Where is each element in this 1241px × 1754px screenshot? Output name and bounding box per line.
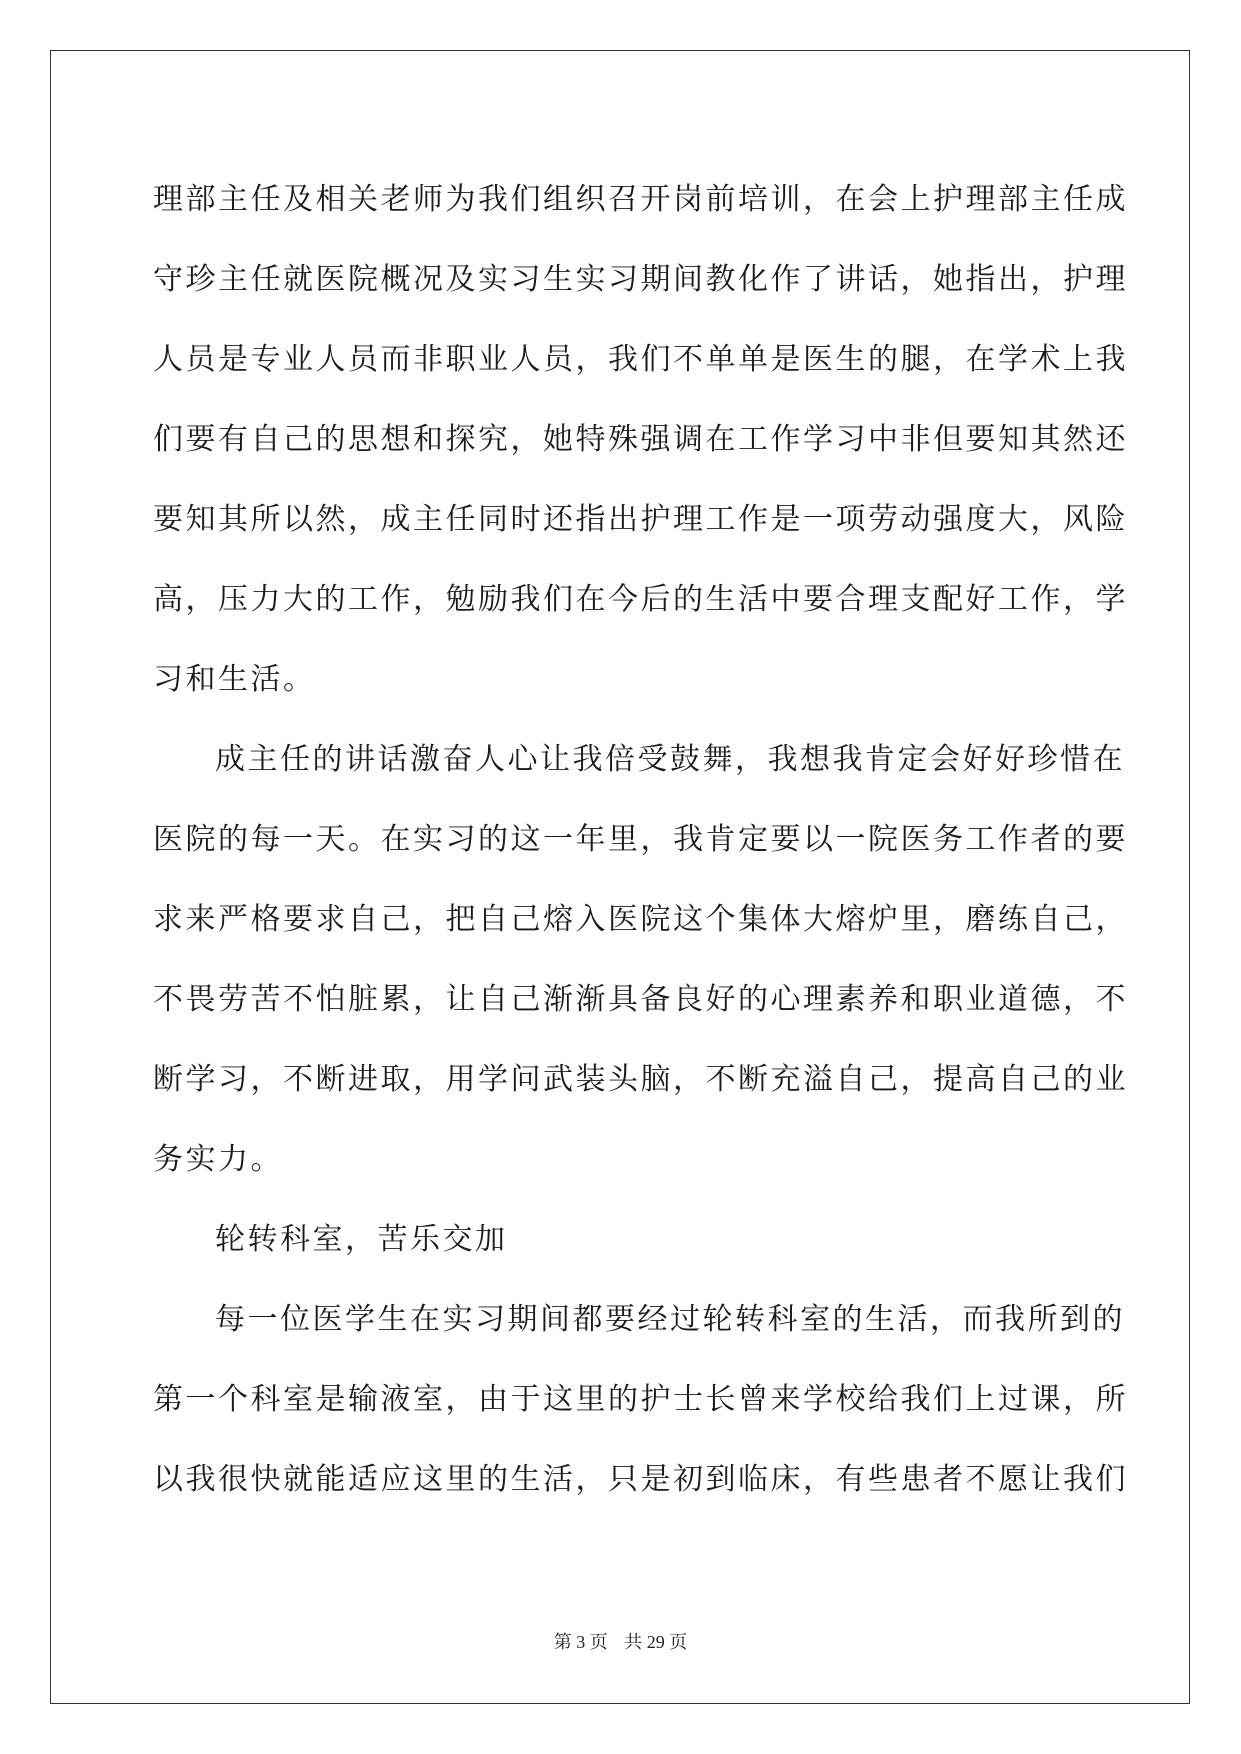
text-line-13: 务实力。 — [153, 1142, 283, 1177]
text-line-12: 断学习，不断进取，用学问武装头脑，不断充溢自己，提高自己的业 — [153, 1062, 1128, 1097]
text-line-4: 们要有自己的思想和探究，她特殊强调在工作学习中非但要知其然还 — [153, 422, 1128, 457]
page-footer — [0, 1628, 1241, 1654]
text-line-8: 成主任的讲话激奋人心让我倍受鼓舞，我想我肯定会好好珍惜在 — [215, 742, 1125, 777]
text-line-15: 每一位医学生在实习期间都要经过轮转科室的生活，而我所到的 — [215, 1302, 1125, 1337]
text-line-3: 人员是专业人员而非职业人员，我们不单单是医生的腿，在学术上我 — [153, 342, 1128, 377]
text-line-7: 习和生活。 — [153, 662, 316, 697]
text-line-17: 以我很快就能适应这里的生活，只是初到临床，有些患者不愿让我们 — [153, 1462, 1128, 1497]
text-line-5: 要知其所以然，成主任同时还指出护理工作是一项劳动强度大，风险 — [153, 502, 1128, 537]
document-body — [153, 160, 1128, 1520]
text-line-2: 守珍主任就医院概况及实习生实习期间教化作了讲话，她指出，护理 — [153, 262, 1128, 297]
text-line-1: 理部主任及相关老师为我们组织召开岗前培训，在会上护理部主任成 — [153, 182, 1128, 217]
text-line-9: 医院的每一天。在实习的这一年里，我肯定要以一院医务工作者的要 — [153, 822, 1128, 857]
section-heading: 轮转科室，苦乐交加 — [215, 1222, 508, 1257]
page-total: 共 29 页 — [624, 1632, 688, 1652]
text-line-11: 不畏劳苦不怕脏累，让自己渐渐具备良好的心理素养和职业道德，不 — [153, 982, 1128, 1017]
page-number: 第 3 页 — [553, 1632, 608, 1652]
text-line-16: 第一个科室是输液室，由于这里的护士长曾来学校给我们上过课，所 — [153, 1382, 1128, 1417]
text-line-10: 求来严格要求自己，把自己熔入医院这个集体大熔炉里，磨练自己， — [153, 902, 1128, 937]
text-line-6: 高，压力大的工作，勉励我们在今后的生活中要合理支配好工作，学 — [153, 582, 1128, 617]
